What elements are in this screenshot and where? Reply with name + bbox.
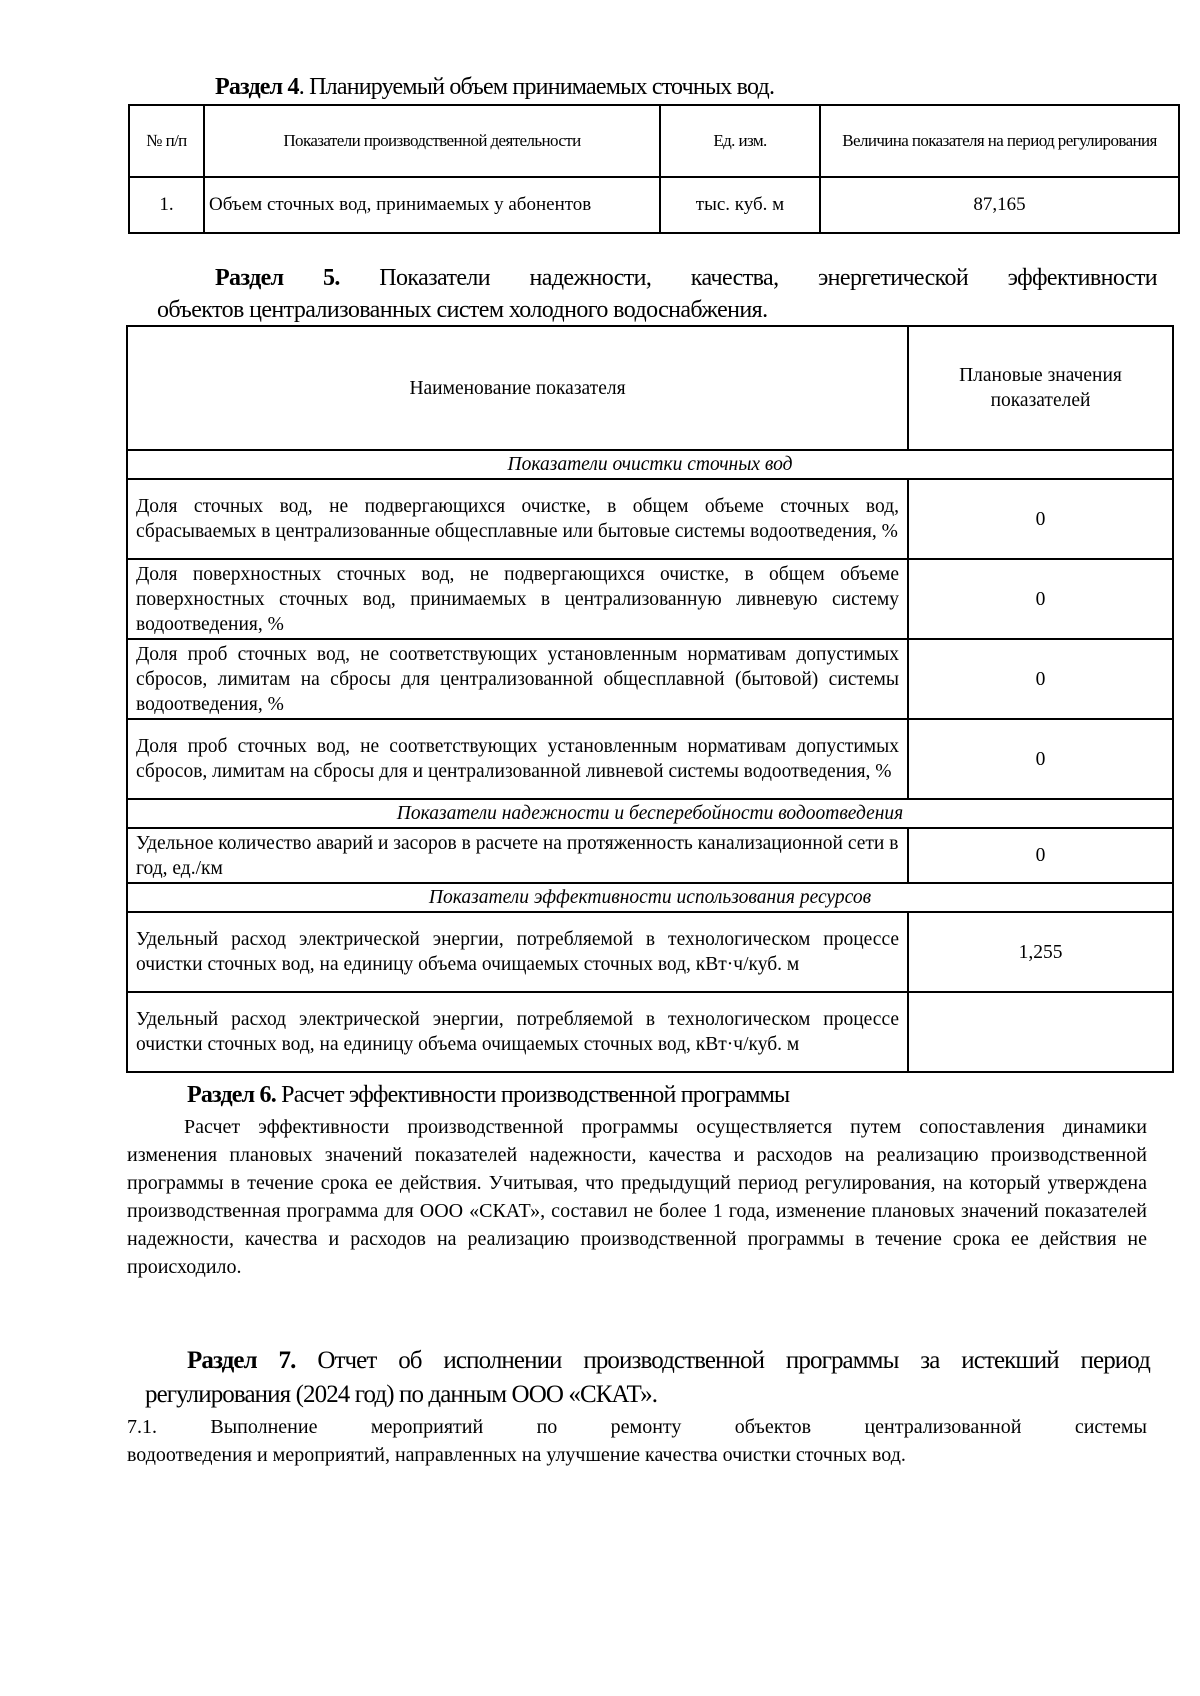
header-indicator-name: Наименование показателя	[127, 326, 908, 450]
indicator-value: 0	[908, 719, 1173, 799]
table-row	[127, 559, 1173, 639]
table-row	[127, 719, 1173, 799]
table-header-row	[129, 105, 1179, 177]
table-row	[127, 992, 1173, 1072]
header-unit: Ед. изм.	[660, 105, 820, 177]
indicator-name: Доля проб сточных вод, не соответствующих установленным нормативам допустимых сбросов, лимитам на сбросы для и централизованной ливневой системы водоотведения, %	[127, 719, 908, 799]
section-7-title-line2: регулирования (2024 год) по данным ООО «СКАТ».	[145, 1381, 658, 1408]
section-7-item-line1: 7.1. Выполнение мероприятий по ремонту объектов централизованной системы	[127, 1416, 1147, 1438]
section-6-title: Расчет эффективности производственной программы	[281, 1082, 790, 1108]
row-name: Объем сточных вод, принимаемых у абонентов	[204, 177, 660, 233]
row-value: 87,165	[820, 177, 1179, 233]
section-5-title-line1: Показатели надежности, качества, энергетической эффективности	[379, 265, 1158, 291]
indicator-value: 0	[908, 639, 1173, 719]
header-value: Величина показателя на период регулирования	[820, 105, 1179, 177]
section-6-heading	[187, 1082, 789, 1109]
indicator-value: 0	[908, 479, 1173, 559]
category-row	[127, 883, 1173, 912]
section-7-heading	[145, 1344, 1150, 1412]
category-row	[127, 450, 1173, 479]
indicator-name: Удельное количество аварий и засоров в расчете на протяженность канализационной сети в год, ед./км	[127, 828, 908, 883]
section-7-label: Раздел 7.	[187, 1347, 296, 1374]
table-row	[129, 177, 1179, 233]
section-4-heading	[215, 74, 774, 101]
indicator-name: Удельный расход электрической энергии, потребляемой в технологическом процессе очистки сточных вод, на единицу объема очищаемых сточных вод, кВт·ч/куб. м	[127, 912, 908, 992]
indicators-table	[126, 325, 1174, 1073]
table-row	[127, 639, 1173, 719]
section-7-item	[127, 1413, 1147, 1469]
table-row	[127, 912, 1173, 992]
indicator-value: 1,255	[908, 912, 1173, 992]
section-5-title-line2: объектов централизованных систем холодного водоснабжения.	[157, 297, 768, 323]
category-efficiency: Показатели эффективности использования ресурсов	[127, 883, 1173, 912]
table-row	[127, 479, 1173, 559]
section-4-label: Раздел 4	[215, 74, 299, 100]
indicator-name: Удельный расход электрической энергии, потребляемой в технологическом процессе очистки сточных вод, на единицу объема очищаемых сточных вод, кВт·ч/куб. м	[127, 992, 908, 1072]
section-5-label: Раздел 5.	[215, 265, 340, 291]
section-7-item-line2: водоотведения и мероприятий, направленных на улучшение качества очистки сточных вод.	[127, 1444, 906, 1466]
indicator-value	[908, 992, 1173, 1072]
indicator-value: 0	[908, 828, 1173, 883]
category-row	[127, 799, 1173, 828]
section-6-paragraph: Расчет эффективности производственной программы осуществляется путем сопоставления динамики изменения плановых значений показателей надежности, качества и расходов на реализацию производственной программы в течение срока ее действия. Учитывая, что предыдущий период регулирования, на который утверждена производственная программа для ООО «СКАТ», составил не более 1 года, изменение плановых значений показателей надежности, качества и расходов на реализацию производственной программы в течение срока ее действия не происходило.	[127, 1116, 1147, 1278]
category-reliability: Показатели надежности и бесперебойности водоотведения	[127, 799, 1173, 828]
section-5-heading	[157, 262, 1157, 326]
header-number: № п/п	[129, 105, 204, 177]
table-row	[127, 828, 1173, 883]
indicator-name: Доля проб сточных вод, не соответствующих установленным нормативам допустимых сбросов, лимитам на сбросы для централизованной общесплавной (бытовой) системы водоотведения, %	[127, 639, 908, 719]
indicator-name: Доля сточных вод, не подвергающихся очистке, в общем объеме сточных вод, сбрасываемых в централизованные общесплавные или бытовые системы водоотведения, %	[127, 479, 908, 559]
table-header-row	[127, 326, 1173, 450]
section-4-title: . Планируемый объем принимаемых сточных вод.	[298, 74, 775, 100]
category-cleaning: Показатели очистки сточных вод	[127, 450, 1173, 479]
section-7-title-line1: Отчет об исполнении производственной программы за истекший период	[317, 1347, 1150, 1374]
planned-volume-table	[128, 104, 1180, 234]
indicator-name: Доля поверхностных сточных вод, не подвергающихся очистке, в общем объеме поверхностных сточных вод, принимаемых в централизованную ливневую систему водоотведения, %	[127, 559, 908, 639]
indicator-value: 0	[908, 559, 1173, 639]
header-indicator: Показатели производственной деятельности	[204, 105, 660, 177]
header-planned-values: Плановые значения показателей	[908, 326, 1173, 450]
row-number: 1.	[129, 177, 204, 233]
section-6-label: Раздел 6.	[187, 1082, 276, 1108]
row-unit: тыс. куб. м	[660, 177, 820, 233]
